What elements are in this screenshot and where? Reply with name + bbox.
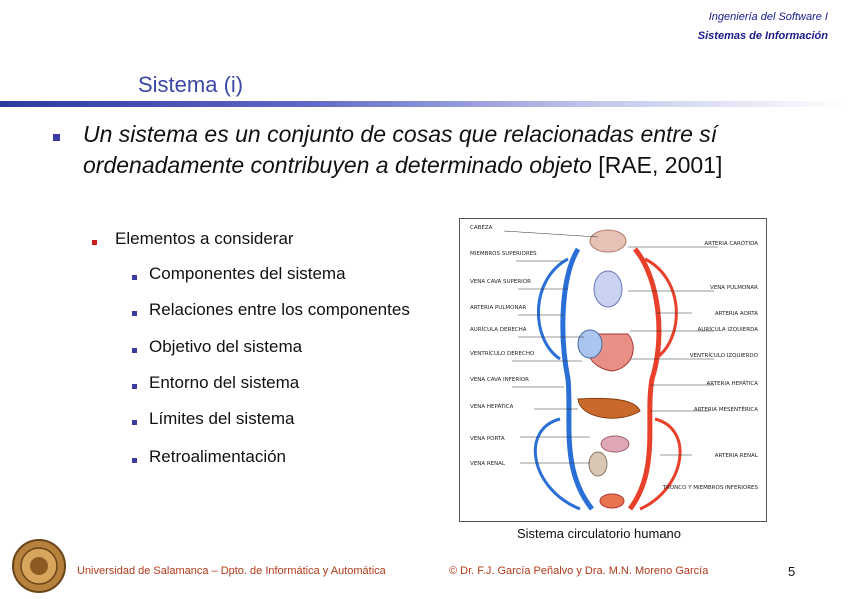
label-arteria-pulmonar: ARTERIA PULMONAR — [470, 305, 527, 311]
item-bullet-icon — [132, 275, 137, 280]
title-divider — [0, 101, 848, 107]
right-atrium-shape — [578, 330, 602, 358]
label-vena-renal: VENA RENAL — [470, 461, 506, 467]
item-bullet-icon — [132, 384, 137, 389]
label-vena-porta: VENA PORTA — [470, 436, 505, 442]
label-arteria-hepatica: ARTERIA HEPÁTICA — [706, 381, 758, 387]
circulatory-diagram — [459, 218, 767, 522]
main-bullet-icon — [53, 134, 60, 141]
item-bullet-icon — [132, 348, 137, 353]
label-miembros-superiores: MIEMBROS SUPERIORES — [470, 251, 537, 257]
list-item: Límites del sistema — [149, 409, 295, 428]
label-tronco-miembros-inferiores: TRONCO Y MIEMBROS INFERIORES — [662, 485, 758, 491]
liver-shape — [578, 398, 640, 418]
label-arteria-carotida: ARTERIA CARÓTIDA — [704, 241, 758, 247]
item-bullet-icon — [132, 458, 137, 463]
label-arteria-aorta: ARTERIA AORTA — [714, 311, 758, 317]
label-arteria-renal: ARTERIA RENAL — [714, 453, 758, 459]
label-vena-cava-superior: VENA CAVA SUPERIOR — [470, 279, 531, 285]
list-item: Relaciones entre los componentes — [149, 300, 410, 319]
list-item: Objetivo del sistema — [149, 337, 303, 356]
brain-shape — [590, 230, 626, 252]
item-bullet-icon — [132, 311, 137, 316]
slide-title: Sistema (i) — [138, 72, 244, 97]
page-number: 5 — [788, 564, 796, 579]
kidney-shape — [589, 452, 607, 476]
intestine-shape — [601, 436, 629, 452]
artery-trunk — [630, 249, 659, 509]
figure-caption: Sistema circulatorio humano — [517, 526, 682, 541]
sub-point: Elementos a considerar — [115, 229, 294, 248]
course-subtitle: Sistemas de Información — [697, 30, 828, 42]
label-vena-hepatica: VENA HEPÁTICA — [470, 404, 514, 410]
university-seal-icon — [11, 538, 67, 599]
circulatory-illustration — [460, 219, 766, 521]
lung-shape — [594, 271, 622, 307]
vein-trunk — [563, 249, 592, 509]
footer-authors: © Dr. F.J. García Peñalvo y Dra. M.N. Moreno García — [449, 565, 709, 577]
list-item: Entorno del sistema — [149, 373, 300, 392]
label-ventriculo-izquierdo: VENTRÍCULO IZQUIERDO — [689, 353, 758, 359]
label-auricula-derecha: AURÍCULA DERECHA — [470, 327, 527, 333]
label-arteria-mesenterica: ARTERIA MESENTÉRICA — [693, 407, 758, 413]
sub-bullet-icon — [92, 240, 97, 245]
list-item: Componentes del sistema — [149, 264, 346, 283]
citation-text: [RAE, 2001] — [591, 152, 723, 178]
label-cabeza: CABEZA — [470, 225, 493, 231]
label-vena-pulmonar: VENA PULMONAR — [709, 285, 758, 291]
main-point — [83, 119, 813, 181]
course-title: Ingeniería del Software I — [708, 11, 828, 23]
definition-text: Un sistema es un conjunto de cosas que relacionadas entre sí ordenadamente contribuyen a determinado objeto — [83, 121, 718, 178]
item-bullet-icon — [132, 420, 137, 425]
legs-shape — [600, 494, 624, 508]
label-ventriculo-derecho: VENTRÍCULO DERECHO — [470, 351, 535, 357]
label-auricula-izquierda: AURÍCULA IZQUIERDA — [697, 327, 758, 333]
footer-institution: Universidad de Salamanca – Dpto. de Informática y Automática — [77, 565, 386, 577]
label-vena-cava-inferior: VENA CAVA INFERIOR — [470, 377, 530, 383]
list-item: Retroalimentación — [149, 447, 287, 466]
